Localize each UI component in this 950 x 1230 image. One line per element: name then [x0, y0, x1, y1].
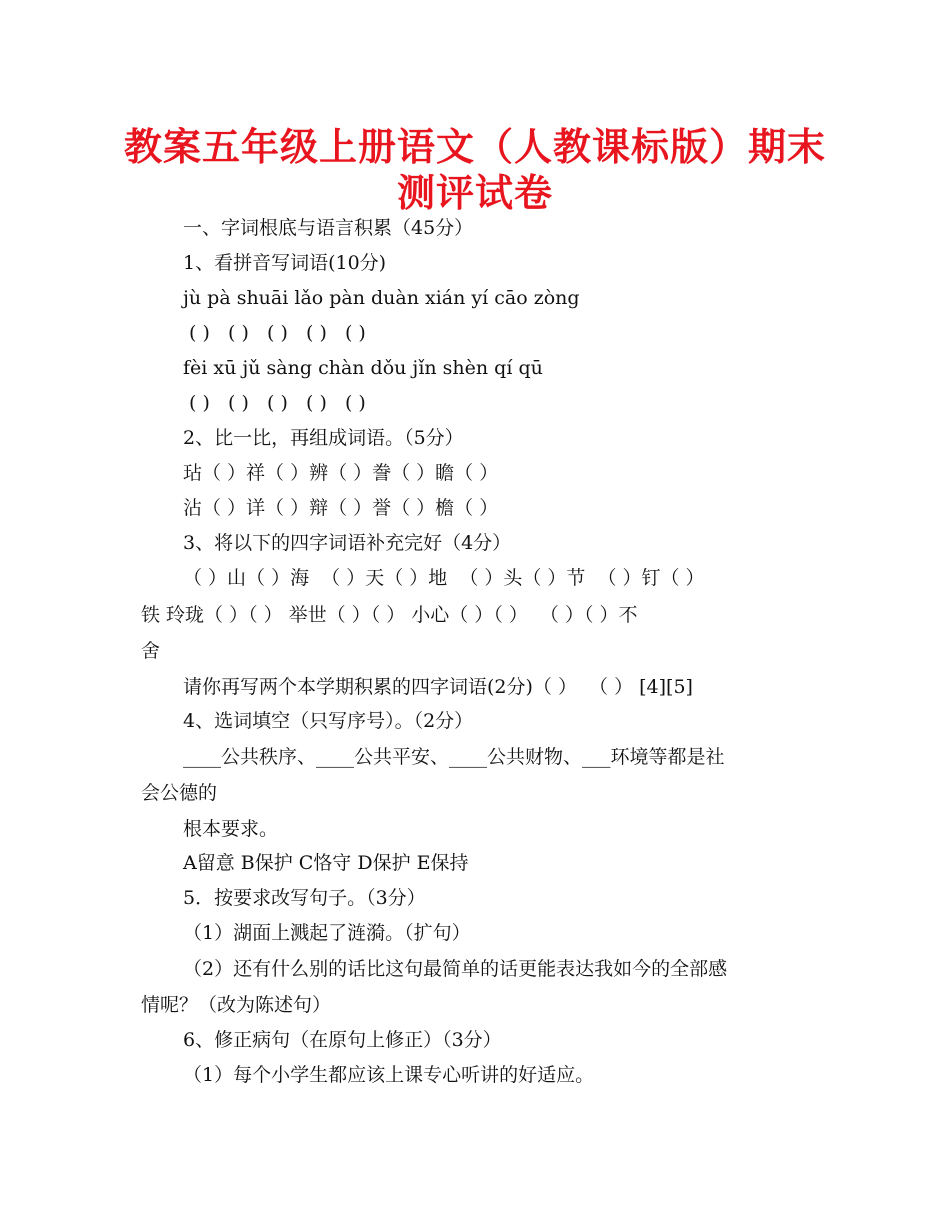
question-line: （1）每个小学生都应该上课专心听讲的好适应。 — [183, 1064, 595, 1086]
options-line: A留意 B保护 C恪守 D保护 E保持 — [183, 852, 469, 874]
pinyin-line: fèi xū jǔ sàng chàn dǒu jǐn shèn qí qū — [183, 357, 543, 379]
question-heading: 5．按要求改写句子。（3分） — [183, 887, 426, 909]
question-heading: 2、比一比，再组成词语。（5分） — [183, 427, 464, 449]
question-line: 舍 — [141, 640, 161, 662]
document-title-line-2: 测评试卷 — [396, 171, 553, 215]
question-line: ____公共秩序、____公共平安、____公共财物、___环境等都是社 — [183, 746, 725, 768]
document-title-line-1: 教案五年级上册语文（人教课标版）期末 — [123, 125, 826, 169]
question-heading: 1、看拼音写词语(10分) — [183, 252, 387, 274]
question-heading: 6、修正病句（在原句上修正）（3分） — [183, 1029, 502, 1051]
question-line: 请你再写两个本学期积累的四字词语(2分)（ ） （ ） [4][5] — [183, 676, 693, 698]
question-line: 铁 玲珑（ ）（ ） 举世（ ）（ ） 小心（ ）（ ） （ ）（ ）不 — [141, 604, 638, 626]
question-line: （2）还有什么别的话比这句最简单的话更能表达我如今的全部感 — [183, 958, 728, 980]
question-line: 玷（ ）祥（ ）辨（ ）誊（ ）瞻（ ） — [183, 462, 499, 484]
question-heading: 3、将以下的四字词语补充完好（4分） — [183, 532, 512, 554]
section-heading: 一、字词根底与语言积累（45分） — [183, 217, 474, 239]
question-line: 会公德的 — [141, 782, 218, 804]
question-line: 沾（ ）详（ ）辩（ ）誉（ ）檐（ ） — [183, 497, 499, 519]
question-line: （ ）山（ ）海 （ ）天（ ）地 （ ）头（ ）节 （ ）钉（ ） — [183, 567, 705, 589]
question-line: （1）湖面上溅起了涟漪。（扩句） — [183, 922, 471, 944]
answer-blanks-line: ( ) ( ) ( ) ( ) ( ) — [183, 392, 366, 414]
answer-blanks-line: ( ) ( ) ( ) ( ) ( ) — [183, 322, 366, 344]
question-heading: 4、选词填空（只写序号）。（2分） — [183, 710, 474, 732]
pinyin-line: jù pà shuāi lǎo pàn duàn xián yí cāo zòng — [183, 287, 580, 309]
question-line: 根本要求。 — [183, 818, 279, 840]
question-line: 情呢？（改为陈述句） — [141, 994, 332, 1016]
